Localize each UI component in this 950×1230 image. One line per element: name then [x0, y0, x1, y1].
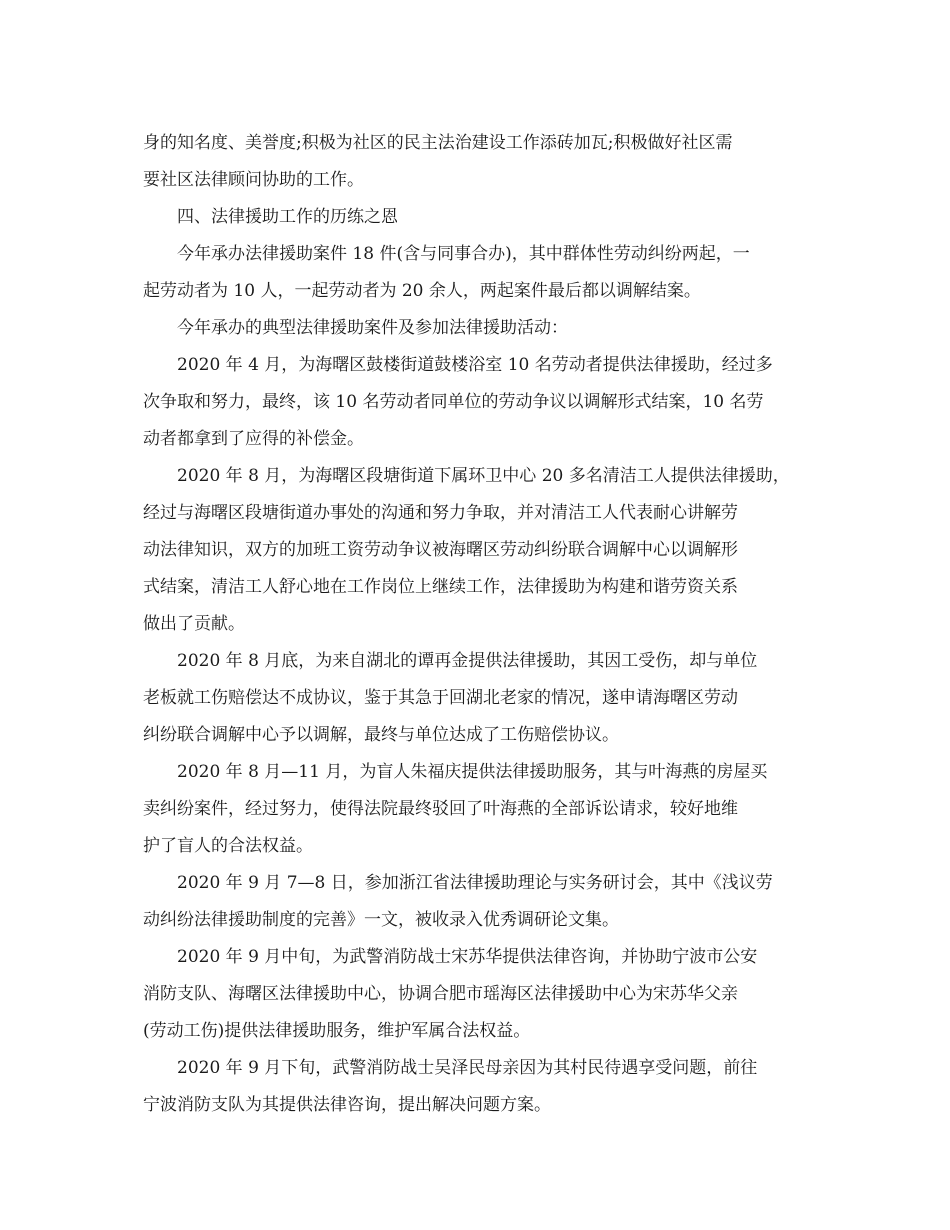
paragraph-line: 动者都拿到了应得的补偿金。 — [143, 429, 364, 449]
paragraph-line: 消防支队、海曙区法律援助中心，协调合肥市瑶海区法律援助中心为宋苏华父亲 — [143, 984, 738, 1004]
paragraph-line: 动纠纷法律援助制度的完善》一文，被收录入优秀调研论文集。 — [143, 910, 619, 930]
section-heading: 四、法律援助工作的历练之恩 — [177, 207, 398, 227]
paragraph-line: 护了盲人的合法权益。 — [143, 836, 313, 856]
paragraph-line: 起劳动者为 10 人，一起劳动者为 20 余人，两起案件最后都以调解结案。 — [143, 281, 701, 301]
paragraph-line: (劳动工伤)提供法律援助服务，维护军属合法权益。 — [143, 1021, 531, 1041]
paragraph-line: 老板就工伤赔偿达不成协议，鉴于其急于回湖北老家的情况，遂申请海曙区劳动 — [143, 688, 738, 708]
paragraph-line: 式结案，清洁工人舒心地在工作岗位上继续工作，法律援助为构建和谐劳资关系 — [143, 577, 738, 597]
paragraph-line: 经过与海曙区段塘街道办事处的沟通和努力争取，并对清洁工人代表耐心讲解劳 — [143, 503, 738, 523]
paragraph-line: 卖纠纷案件，经过努力，使得法院最终驳回了叶海燕的全部诉讼请求，较好地维 — [143, 799, 738, 819]
paragraph-line: 今年承办法律援助案件 18 件(含与同事合办)，其中群体性劳动纠纷两起，一 — [177, 244, 750, 264]
paragraph-line: 2020 年 8 月，为海曙区段塘街道下属环卫中心 20 多名清洁工人提供法律援助， — [177, 466, 790, 486]
paragraph-line: 做出了贡献。 — [143, 614, 245, 634]
paragraph-line: 要社区法律顾问协助的工作。 — [143, 170, 364, 190]
paragraph-line: 2020 年 4 月，为海曙区鼓楼街道鼓楼浴室 10 名劳动者提供法律援助，经过多 — [177, 355, 773, 375]
paragraph-line: 2020 年 9 月下旬，武警消防战士吴泽民母亲因为其村民待遇享受问题，前往 — [177, 1058, 758, 1078]
paragraph-line: 2020 年 9 月中旬，为武警消防战士宋苏华提供法律咨询，并协助宁波市公安 — [177, 947, 758, 967]
paragraph-line: 宁波消防支队为其提供法律咨询，提出解决问题方案。 — [143, 1095, 551, 1115]
paragraph-line: 今年承办的典型法律援助案件及参加法律援助活动： — [177, 318, 568, 338]
paragraph-line: 纠纷联合调解中心予以调解，最终与单位达成了工伤赔偿协议。 — [143, 725, 619, 745]
paragraph-line: 2020 年 9 月 7—8 日，参加浙江省法律援助理论与实务研讨会，其中《浅议劳 — [177, 873, 773, 893]
paragraph-line: 动法律知识，双方的加班工资劳动争议被海曙区劳动纠纷联合调解中心以调解形 — [143, 540, 738, 560]
paragraph-line: 次争取和努力，最终，该 10 名劳动者同单位的劳动争议以调解形式结案，10 名劳 — [143, 392, 764, 412]
paragraph-line: 2020 年 8 月—11 月，为盲人朱福庆提供法律援助服务，其与叶海燕的房屋买 — [177, 762, 768, 782]
paragraph-line: 2020 年 8 月底，为来自湖北的谭再金提供法律援助，其因工受伤，却与单位 — [177, 651, 758, 671]
paragraph-line: 身的知名度、美誉度;积极为社区的民主法治建设工作添砖加瓦;积极做好社区需 — [143, 133, 733, 153]
